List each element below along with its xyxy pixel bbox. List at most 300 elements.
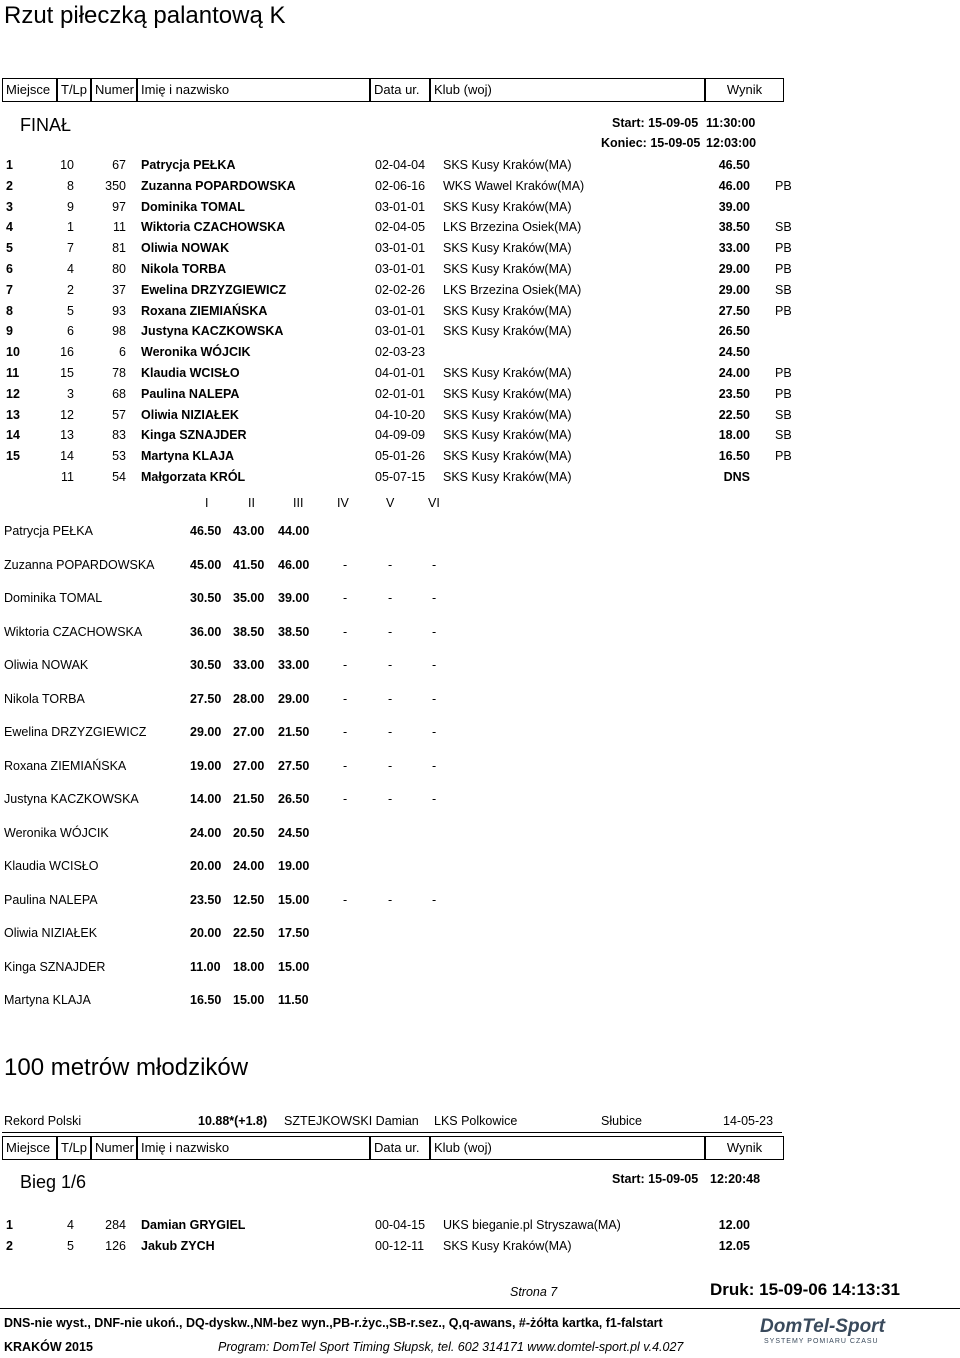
number-cell: 93 <box>112 303 126 318</box>
number-cell: 11 <box>113 220 126 235</box>
number-cell: 54 <box>112 470 126 484</box>
place-cell: 14 <box>6 428 20 443</box>
attempt-header: VI <box>428 496 440 510</box>
dob-cell: 05-07-15 <box>375 470 426 484</box>
dob-cell: 03-01-01 <box>375 303 426 318</box>
name-cell: Weronika WÓJCIK <box>141 345 251 360</box>
attempt-value: 38.50 <box>278 624 310 639</box>
col-tlp: T/Lp <box>57 1136 91 1160</box>
attempt-row <box>0 521 960 541</box>
attempt-value: - <box>388 658 393 672</box>
club-cell: SKS Kusy Kraków(MA) <box>443 199 572 214</box>
attempt-value: 27.50 <box>190 691 222 706</box>
name-cell: Patrycja PEŁKA <box>141 158 236 172</box>
table-row <box>0 238 960 258</box>
result-cell: 12.05 <box>718 1239 750 1253</box>
attempt-value: 11.50 <box>278 993 309 1007</box>
place-cell: 15 <box>6 449 20 464</box>
table-row <box>0 321 960 341</box>
table-row <box>0 155 960 175</box>
tlp-cell: 7 <box>67 241 74 256</box>
note-cell: PB <box>775 178 792 193</box>
attempt-row <box>0 655 960 675</box>
attempt-row <box>0 789 960 809</box>
col-place: Miejsce <box>2 78 57 102</box>
dob-cell: 00-04-15 <box>375 1218 426 1232</box>
club-cell: SKS Kusy Kraków(MA) <box>443 303 572 318</box>
attempt-value: - <box>343 792 348 806</box>
number-cell: 284 <box>105 1218 126 1232</box>
number-cell: 81 <box>112 241 126 256</box>
dob-cell: 02-06-16 <box>375 178 426 193</box>
col-dob: Data ur. <box>370 78 430 102</box>
club-cell: SKS Kusy Kraków(MA) <box>443 324 572 339</box>
attempt-value: - <box>432 691 437 706</box>
attempt-value: 21.50 <box>278 725 310 739</box>
name-cell: Małgorzata KRÓL <box>141 470 246 484</box>
col-place: Miejsce <box>2 1136 57 1160</box>
result-cell: 33.00 <box>718 241 750 256</box>
print-date: Druk: 15-09-06 14:13:31 <box>710 1280 900 1299</box>
place-cell: 2 <box>6 178 13 193</box>
dob-cell: 02-03-23 <box>375 345 426 360</box>
result-cell: 29.00 <box>718 282 750 297</box>
svg-text:DomTel-Sport: DomTel-Sport <box>760 1316 885 1337</box>
athlete-name: Weronika WÓJCIK <box>4 825 109 840</box>
attempt-value: 16.50 <box>190 993 222 1007</box>
dob-cell: 00-12-11 <box>375 1239 425 1253</box>
note-cell: PB <box>775 386 792 401</box>
attempt-value: - <box>343 691 348 706</box>
attempt-row <box>0 555 960 575</box>
number-cell: 83 <box>112 428 126 443</box>
number-cell: 57 <box>112 407 126 422</box>
attempt-row <box>0 622 960 642</box>
attempt-value: 27.50 <box>278 758 310 773</box>
name-cell: Roxana ZIEMIAŃSKA <box>141 303 268 318</box>
athlete-name: Kinga SZNAJDER <box>4 959 106 974</box>
number-cell: 78 <box>112 366 126 380</box>
note-cell: SB <box>775 428 792 443</box>
dob-cell: 04-01-01 <box>375 366 426 380</box>
tlp-cell: 15 <box>60 366 74 380</box>
club-cell: SKS Kusy Kraków(MA) <box>443 366 572 380</box>
result-cell: 24.00 <box>718 366 750 380</box>
table-row <box>0 405 960 425</box>
place-cell: 10 <box>6 345 20 360</box>
number-cell: 53 <box>112 449 126 464</box>
attempt-value: - <box>388 892 393 907</box>
place-cell: 7 <box>6 282 13 297</box>
result-cell: 27.50 <box>718 303 750 318</box>
attempt-value: 18.00 <box>233 959 265 974</box>
result-cell: 46.00 <box>718 178 750 193</box>
club-cell: SKS Kusy Kraków(MA) <box>443 158 572 172</box>
record-label: Rekord Polski <box>4 1114 82 1128</box>
section-title: 100 metrów młodzików <box>4 1054 249 1081</box>
athlete-name: Patrycja PEŁKA <box>4 524 93 538</box>
attempt-value: 15.00 <box>278 959 310 974</box>
table-row <box>0 425 960 445</box>
attempt-header: IV <box>337 496 349 510</box>
note-cell: SB <box>775 407 792 422</box>
club-cell: LKS Brzezina Osiek(MA) <box>443 282 582 297</box>
table-row <box>0 342 960 362</box>
attempt-header: II <box>248 496 255 510</box>
athlete-name: Nikola TORBA <box>4 691 85 706</box>
attempt-row <box>0 890 960 910</box>
col-result: Wynik <box>705 1136 784 1160</box>
attempt-value: 20.00 <box>190 926 222 940</box>
attempt-value: 15.00 <box>233 993 265 1007</box>
name-cell: Damian GRYGIEL <box>141 1218 246 1232</box>
attempt-value: - <box>388 758 393 773</box>
attempt-value: - <box>343 758 348 773</box>
col-name: Imię i nazwisko <box>137 1136 370 1160</box>
attempt-value: 33.00 <box>278 658 310 672</box>
athlete-name: Paulina NALEPA <box>4 892 98 907</box>
result-cell: 46.50 <box>718 158 750 172</box>
number-cell: 80 <box>112 262 126 276</box>
athlete-name: Roxana ZIEMIAŃSKA <box>4 758 127 773</box>
athlete-name: Wiktoria CZACHOWSKA <box>4 624 143 639</box>
name-cell: Martyna KLAJA <box>141 449 235 464</box>
name-cell: Kinga SZNAJDER <box>141 428 247 443</box>
tlp-cell: 9 <box>67 199 74 214</box>
table-row <box>0 363 960 383</box>
number-cell: 37 <box>112 282 126 297</box>
attempt-header: III <box>293 496 304 510</box>
attempt-value: 20.50 <box>233 825 265 840</box>
attempt-header: I <box>205 496 209 510</box>
place-cell: 13 <box>6 407 20 422</box>
dob-cell: 02-01-01 <box>375 386 426 401</box>
attempt-value: - <box>388 792 393 806</box>
attempt-value: 33.00 <box>233 658 265 672</box>
attempt-value: 30.50 <box>190 591 222 605</box>
athlete-name: Klaudia WCISŁO <box>4 859 99 873</box>
club-cell: UKS bieganie.pl Stryszawa(MA) <box>443 1218 621 1232</box>
record-holder: SZTEJKOWSKI Damian <box>284 1114 419 1128</box>
record-date: 14-05-23 <box>723 1114 774 1128</box>
col-club: Klub (woj) <box>430 1136 705 1160</box>
attempt-value: 35.00 <box>233 591 265 605</box>
place-cell: 4 <box>6 220 13 235</box>
result-cell: 26.50 <box>718 324 750 339</box>
table-row <box>0 1215 960 1235</box>
name-cell: Nikola TORBA <box>141 262 227 276</box>
col-club: Klub (woj) <box>430 78 705 102</box>
round-label: FINAŁ <box>20 115 72 135</box>
domtel-logo-icon <box>752 1312 912 1346</box>
domtel-logo <box>752 1312 912 1346</box>
name-cell: Dominika TOMAL <box>141 199 245 214</box>
tlp-cell: 2 <box>67 282 74 297</box>
club-cell: SKS Kusy Kraków(MA) <box>443 386 572 401</box>
dob-cell: 02-04-04 <box>375 158 426 172</box>
note-cell: SB <box>775 220 792 235</box>
dob-cell: 04-10-20 <box>375 407 426 422</box>
attempt-value: 27.00 <box>233 758 265 773</box>
athlete-name: Oliwia NOWAK <box>4 658 89 672</box>
name-cell: Zuzanna POPARDOWSKA <box>141 178 296 193</box>
name-cell: Jakub ZYCH <box>141 1239 215 1253</box>
attempt-value: 20.00 <box>190 859 222 873</box>
start-time: 11:30:00 <box>706 116 756 130</box>
attempt-value: - <box>432 758 437 773</box>
note-cell: SB <box>775 282 792 297</box>
result-cell: DNS <box>723 470 750 484</box>
place-cell: 5 <box>6 241 13 256</box>
attempt-value: - <box>343 624 348 639</box>
record-row <box>2 1112 782 1133</box>
tlp-cell: 14 <box>60 449 74 464</box>
name-cell: Paulina NALEPA <box>141 386 240 401</box>
club-cell: SKS Kusy Kraków(MA) <box>443 449 572 464</box>
name-cell: Oliwia NOWAK <box>141 241 230 256</box>
tlp-cell: 10 <box>60 158 74 172</box>
result-cell: 39.00 <box>718 199 750 214</box>
attempt-value: 41.50 <box>233 557 265 572</box>
attempt-row <box>0 588 960 608</box>
start-label: Start: 15-09-05 <box>612 116 699 130</box>
table-row <box>0 467 960 487</box>
attempt-value: - <box>343 557 348 572</box>
place-cell: 8 <box>6 303 13 318</box>
attempt-value: 43.00 <box>233 524 265 538</box>
attempt-value: 28.00 <box>233 691 265 706</box>
col-tlp: T/Lp <box>57 78 91 102</box>
club-cell: LKS Brzezina Osiek(MA) <box>443 220 582 235</box>
attempt-value: 11.00 <box>190 959 221 974</box>
attempt-value: - <box>388 624 393 639</box>
number-cell: 68 <box>112 386 126 401</box>
tlp-cell: 4 <box>67 262 74 276</box>
dob-cell: 05-01-26 <box>375 449 426 464</box>
place-cell: 1 <box>6 158 13 172</box>
attempt-value: - <box>388 691 393 706</box>
place-cell: 6 <box>6 262 13 276</box>
attempt-value: 19.00 <box>278 859 310 873</box>
attempt-value: - <box>343 591 348 605</box>
attempt-value: 21.50 <box>233 792 265 806</box>
attempt-value: 23.50 <box>190 892 222 907</box>
attempt-value: - <box>432 792 437 806</box>
result-cell: 22.50 <box>718 407 750 422</box>
name-cell: Wiktoria CZACHOWSKA <box>141 220 286 235</box>
tlp-cell: 1 <box>67 220 74 235</box>
name-cell: Ewelina DRZYZGIEWICZ <box>141 282 287 297</box>
club-cell: SKS Kusy Kraków(MA) <box>443 470 572 484</box>
attempt-value: - <box>432 557 437 572</box>
club-cell: WKS Wawel Kraków(MA) <box>443 178 585 193</box>
attempt-value: 44.00 <box>278 524 310 538</box>
tlp-cell: 5 <box>67 303 74 318</box>
table-row <box>0 197 960 217</box>
place-cell: 9 <box>6 324 13 339</box>
club-cell: SKS Kusy Kraków(MA) <box>443 428 572 443</box>
note-cell: PB <box>775 303 792 318</box>
attempt-value: - <box>388 725 393 739</box>
tlp-cell: 11 <box>61 470 74 484</box>
club-cell: SKS Kusy Kraków(MA) <box>443 407 572 422</box>
name-cell: Klaudia WCISŁO <box>141 366 240 380</box>
col-number: Numer <box>91 78 137 102</box>
attempt-value: 12.50 <box>233 892 265 907</box>
attempt-row <box>0 722 960 742</box>
dob-cell: 04-09-09 <box>375 428 426 443</box>
attempt-value: 17.50 <box>278 926 310 940</box>
attempt-value: 15.00 <box>278 892 310 907</box>
note-cell: PB <box>775 241 792 256</box>
result-cell: 24.50 <box>718 345 750 360</box>
tlp-cell: 16 <box>60 345 74 360</box>
athlete-name: Oliwia NIZIAŁEK <box>4 926 98 940</box>
heat-start-time: 12:20:48 <box>710 1172 761 1186</box>
athlete-name: Zuzanna POPARDOWSKA <box>4 557 155 572</box>
attempt-header: V <box>386 496 395 510</box>
attempt-value: - <box>432 658 437 672</box>
heat-start: Start: 15-09-05 <box>612 1172 699 1186</box>
tlp-cell: 4 <box>67 1218 74 1232</box>
col-dob: Data ur. <box>370 1136 430 1160</box>
attempt-value: 36.00 <box>190 624 222 639</box>
col-name: Imię i nazwisko <box>137 78 370 102</box>
attempt-value: 26.50 <box>278 792 310 806</box>
col-number: Numer <box>91 1136 137 1160</box>
place-cell: 11 <box>6 366 20 380</box>
attempt-value: 38.50 <box>233 624 265 639</box>
attempt-value: - <box>343 658 348 672</box>
dob-cell: 03-01-01 <box>375 241 426 256</box>
attempt-row <box>0 856 960 876</box>
attempt-row <box>0 923 960 943</box>
note-cell: PB <box>775 449 792 464</box>
attempt-value: - <box>343 725 348 739</box>
attempt-value: 46.00 <box>278 557 310 572</box>
attempt-value: - <box>432 892 437 907</box>
attempt-value: - <box>388 591 393 605</box>
athlete-name: Ewelina DRZYZGIEWICZ <box>4 725 147 739</box>
attempt-value: - <box>343 892 348 907</box>
footer-divider <box>0 1308 960 1309</box>
result-cell: 29.00 <box>718 262 750 276</box>
attempt-row <box>0 990 960 1010</box>
record-value: 10.88*(+1.8) <box>198 1114 268 1128</box>
attempt-value: 29.00 <box>278 691 310 706</box>
attempt-row <box>0 823 960 843</box>
tlp-cell: 12 <box>60 407 74 422</box>
legend: DNS-nie wyst., DNF-nie ukoń., DQ-dyskw.,NM-bez wyn.,PB-r.życ.,SB-r.sez., Q,q-awans, #-żółta kartka, f1-falstart <box>4 1316 663 1330</box>
place-cell: 3 <box>6 199 13 214</box>
number-cell: 98 <box>112 324 126 339</box>
result-cell: 12.00 <box>718 1218 750 1232</box>
city-year: KRAKÓW 2015 <box>4 1340 93 1354</box>
number-cell: 97 <box>112 199 126 214</box>
place-cell: 12 <box>6 386 20 401</box>
result-cell: 23.50 <box>718 386 750 401</box>
attempt-value: 24.50 <box>278 825 310 840</box>
note-cell: PB <box>775 262 792 276</box>
club-cell: SKS Kusy Kraków(MA) <box>443 1239 572 1253</box>
dob-cell: 02-04-05 <box>375 220 426 235</box>
result-cell: 18.00 <box>718 428 750 443</box>
name-cell: Oliwia NIZIAŁEK <box>141 407 239 422</box>
svg-text:SYSTEMY POMIARU CZASU: SYSTEMY POMIARU CZASU <box>764 1338 879 1345</box>
heat-label: Bieg 1/6 <box>20 1172 87 1192</box>
attempt-row <box>0 756 960 776</box>
attempt-value: - <box>432 624 437 639</box>
athlete-name: Dominika TOMAL <box>4 591 103 605</box>
number-cell: 126 <box>105 1239 126 1253</box>
record-club: LKS Polkowice <box>434 1114 518 1128</box>
note-cell: PB <box>775 366 792 380</box>
club-cell: SKS Kusy Kraków(MA) <box>443 262 572 276</box>
result-cell: 16.50 <box>718 449 750 464</box>
club-cell: SKS Kusy Kraków(MA) <box>443 241 572 256</box>
end-label: Koniec: 15-09-05 <box>601 136 701 150</box>
attempt-value: 27.00 <box>233 725 265 739</box>
attempt-value: 19.00 <box>190 758 222 773</box>
table-row <box>0 259 960 279</box>
attempt-value: 39.00 <box>278 591 310 605</box>
attempt-value: 45.00 <box>190 557 222 572</box>
attempt-value: 24.00 <box>233 859 265 873</box>
tlp-cell: 8 <box>67 178 74 193</box>
table-row <box>0 301 960 321</box>
page-title: Rzut piłeczką palantową K <box>4 2 286 29</box>
athlete-name: Justyna KACZKOWSKA <box>4 792 139 806</box>
record-place: Słubice <box>601 1114 642 1128</box>
result-cell: 38.50 <box>718 220 750 235</box>
dob-cell: 03-01-01 <box>375 324 426 339</box>
attempt-value: 30.50 <box>190 658 222 672</box>
attempt-value: 14.00 <box>190 792 222 806</box>
attempt-value: 46.50 <box>190 524 222 538</box>
table-row <box>0 217 960 237</box>
athlete-name: Martyna KLAJA <box>4 993 91 1007</box>
tlp-cell: 3 <box>67 386 74 401</box>
number-cell: 350 <box>105 178 126 193</box>
dob-cell: 02-02-26 <box>375 282 426 297</box>
table-row <box>0 176 960 196</box>
page-number: Strona 7 <box>510 1285 558 1299</box>
attempt-value: 22.50 <box>233 926 265 940</box>
table-row <box>0 384 960 404</box>
number-cell: 67 <box>112 158 126 172</box>
attempt-value: 24.00 <box>190 825 222 840</box>
tlp-cell: 5 <box>67 1239 74 1253</box>
table-row <box>0 446 960 466</box>
name-cell: Justyna KACZKOWSKA <box>141 324 284 339</box>
tlp-cell: 6 <box>67 324 74 339</box>
tlp-cell: 13 <box>60 428 74 443</box>
table-row <box>0 280 960 300</box>
attempt-row <box>0 957 960 977</box>
attempt-value: - <box>388 557 393 572</box>
number-cell: 6 <box>119 345 126 360</box>
place-cell: 1 <box>6 1218 13 1232</box>
attempt-value: - <box>432 725 437 739</box>
place-cell: 2 <box>6 1239 13 1253</box>
attempt-value: - <box>432 591 437 605</box>
attempt-row <box>0 689 960 709</box>
col-result: Wynik <box>705 78 784 102</box>
program-info: Program: DomTel Sport Timing Słupsk, tel. 602 314171 www.domtel-sport.pl v.4.027 <box>218 1340 684 1354</box>
attempt-value: 29.00 <box>190 725 222 739</box>
dob-cell: 03-01-01 <box>375 199 426 214</box>
dob-cell: 03-01-01 <box>375 262 426 276</box>
